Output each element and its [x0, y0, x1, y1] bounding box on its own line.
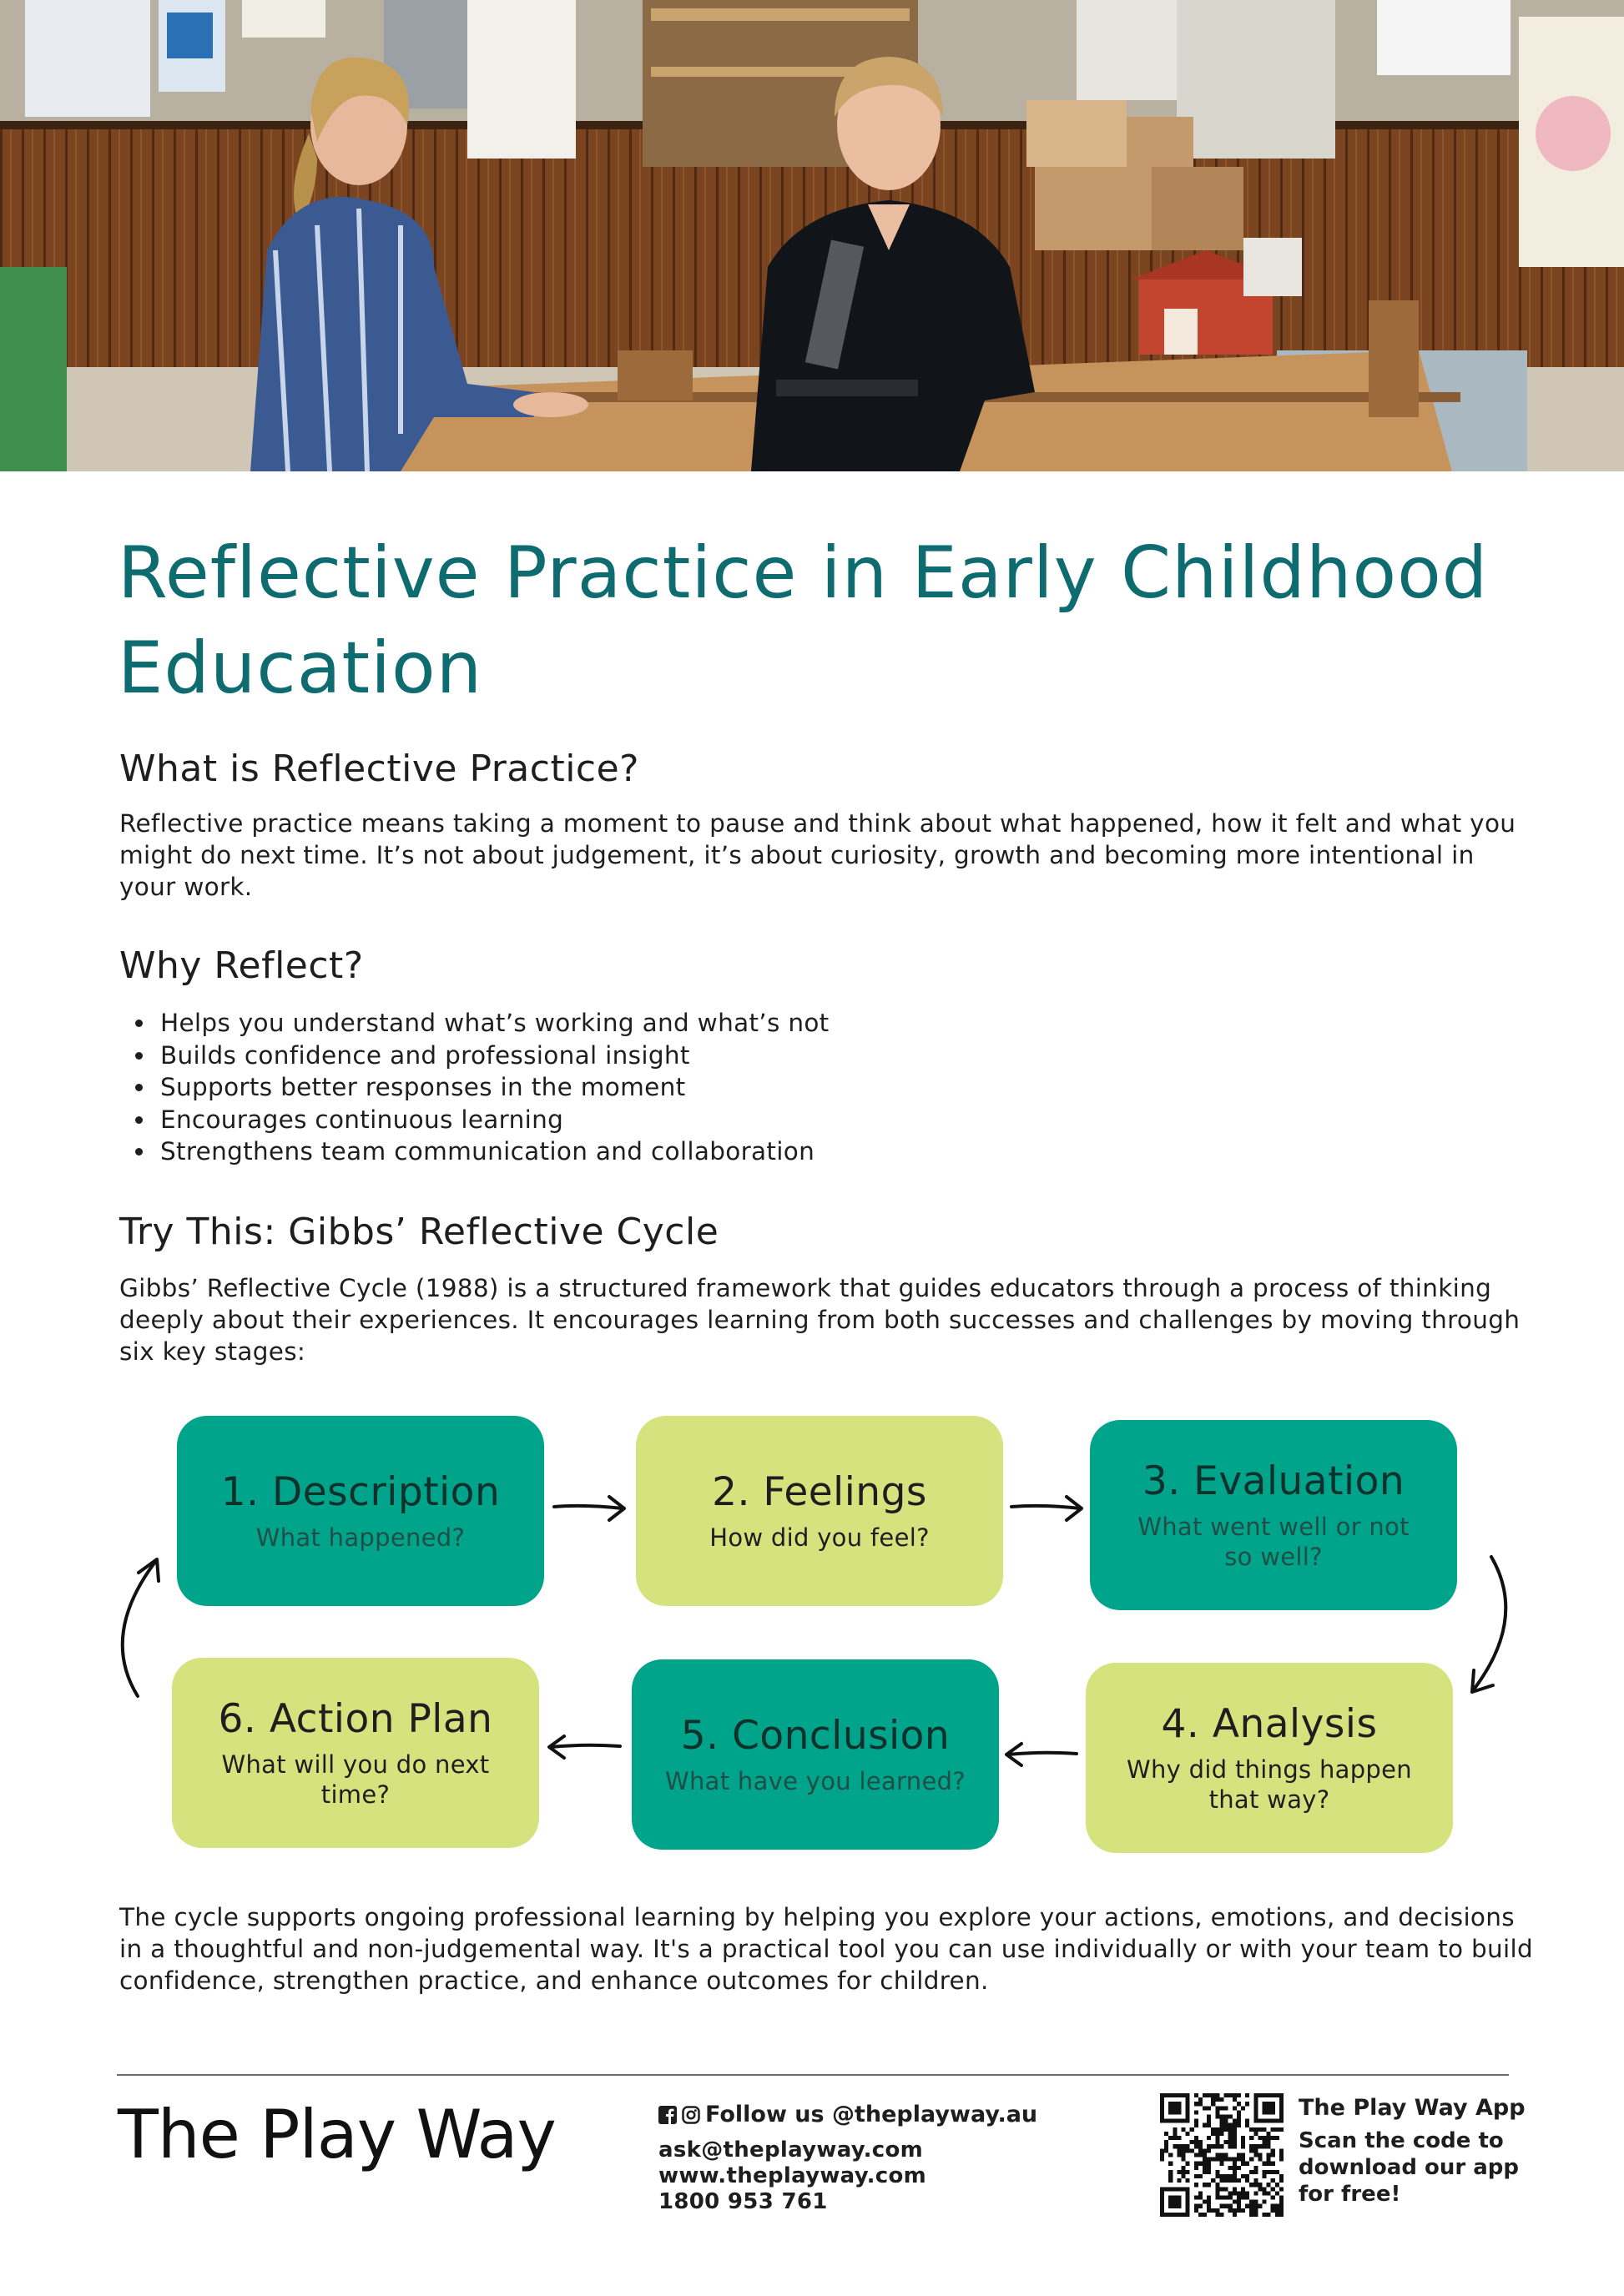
- qr-code[interactable]: [1160, 2093, 1284, 2217]
- social-links: [658, 2102, 1037, 2127]
- stage-question: What have you learned?: [665, 1767, 966, 1795]
- stage-analysis: [1086, 1663, 1453, 1853]
- phone-number: 1800 953 761: [658, 2189, 828, 2214]
- stage-title: 6. Action Plan: [218, 1696, 493, 1742]
- instagram-icon[interactable]: [682, 2106, 700, 2124]
- stage-title: 2. Feelings: [712, 1469, 927, 1515]
- stage-question: What went well or not so well?: [1137, 1513, 1410, 1571]
- arrow-left-icon: [1006, 1744, 1077, 1765]
- arrow-left-icon: [549, 1736, 620, 1758]
- stage-question: What happened?: [255, 1523, 466, 1552]
- why-bullet-list: [160, 1007, 830, 1168]
- footer-divider: [117, 2074, 1509, 2076]
- brand-logo: The Play Way: [118, 2096, 556, 2173]
- stage-feelings: [636, 1416, 1003, 1606]
- email-link[interactable]: ask@theplayway.com: [658, 2137, 924, 2163]
- list-item: Encourages continuous learning: [160, 1104, 830, 1136]
- list-item: Supports better responses in the moment: [160, 1071, 830, 1104]
- closing-body: The cycle supports ongoing professional learning by helping you explore your actions, emotions, and decisions in a thoughtful and non-judgemental way. It's a practical tool you can use individually or with your team to build confidence, strengthen practice, and enhance outcomes for children.: [119, 1903, 1534, 1995]
- page-title: Reflective Practice in Early Childhood Education: [118, 531, 1489, 710]
- website-link[interactable]: www.theplayway.com: [658, 2163, 927, 2188]
- why-heading: Why Reflect?: [119, 944, 364, 987]
- stage-evaluation: [1090, 1420, 1457, 1610]
- stage-question: What will you do next time?: [221, 1750, 490, 1809]
- what-heading: What is Reflective Practice?: [119, 748, 640, 790]
- app-description: Scan the code to download our app for free!: [1299, 2128, 1519, 2207]
- list-item: Helps you understand what’s working and what’s not: [160, 1007, 830, 1040]
- try-heading: Try This: Gibbs’ Reflective Cycle: [119, 1211, 719, 1253]
- stage-description: [177, 1416, 544, 1606]
- what-body: Reflective practice means taking a moment to pause and think about what happened, how it felt and what you might do next time. It’s not about judgement, it’s about curiosity, growth and becoming more intentional in your work.: [119, 809, 1516, 901]
- arrow-curve-down-icon: [1472, 1557, 1505, 1692]
- hero-photo: [0, 0, 1624, 471]
- stage-conclusion: [632, 1659, 999, 1850]
- app-title: The Play Way App: [1299, 2095, 1526, 2121]
- list-item: Builds confidence and professional insight: [160, 1040, 830, 1072]
- arrow-right-icon: [1011, 1497, 1082, 1520]
- stage-title: 4. Analysis: [1161, 1701, 1378, 1747]
- stage-action-plan: [172, 1658, 539, 1848]
- stage-question: How did you feel?: [709, 1523, 930, 1552]
- classroom-photo-illustration: [0, 0, 1624, 471]
- social-handle[interactable]: Follow us @theplayway.au: [705, 2102, 1038, 2127]
- try-body: Gibbs’ Reflective Cycle (1988) is a structured framework that guides educators through a process of thinking deeply about their experiences. It encourages learning from both successes and challenges by moving through six key stages:: [119, 1274, 1521, 1366]
- arrow-right-icon: [554, 1497, 624, 1520]
- list-item: Strengthens team communication and collaboration: [160, 1135, 830, 1168]
- stage-title: 1. Description: [220, 1469, 501, 1515]
- arrow-curve-up-icon: [123, 1559, 159, 1696]
- facebook-icon[interactable]: [658, 2106, 677, 2124]
- stage-question: Why did things happen that way?: [1127, 1755, 1412, 1814]
- stage-title: 5. Conclusion: [680, 1713, 951, 1759]
- stage-title: 3. Evaluation: [1142, 1458, 1405, 1504]
